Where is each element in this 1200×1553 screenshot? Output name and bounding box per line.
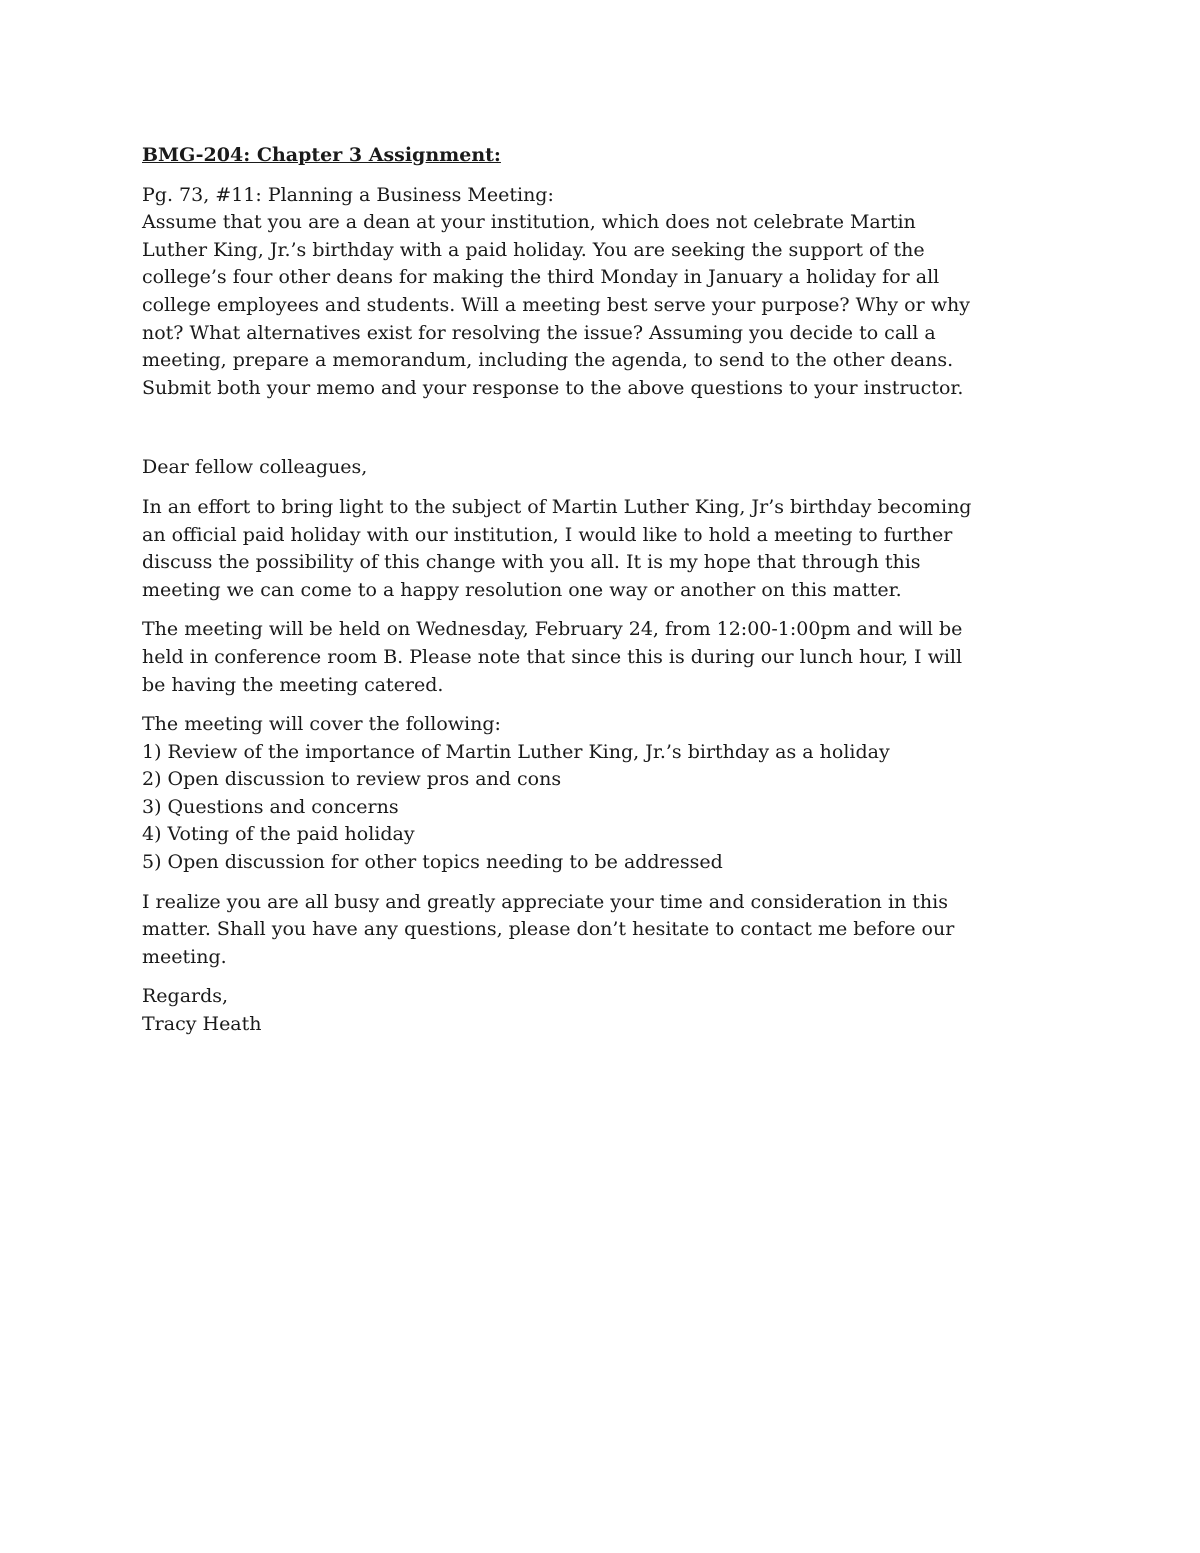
document-body — [142, 142, 1062, 1039]
paragraph-line: In an effort to bring light to the subject of Martin Luther King, Jr’s birthday becoming — [142, 495, 972, 518]
paragraph-line: meeting. — [142, 945, 227, 968]
agenda-item: 3) Questions and concerns — [142, 795, 399, 818]
agenda-intro: The meeting will cover the following: — [142, 713, 501, 736]
paragraph-line: meeting we can come to a happy resolution one way or another on this matter. — [142, 578, 902, 601]
prompt-line: Luther King, Jr.’s birthday with a paid holiday. You are seeking the support of the — [142, 238, 925, 261]
assignment-title: BMG-204: Chapter 3 Assignment: — [142, 144, 501, 166]
letter-closing: Regards, — [142, 985, 229, 1008]
agenda-item: 2) Open discussion to review pros and cons — [142, 768, 562, 791]
paragraph-line: discuss the possibility of this change with you all. It is my hope that through this — [142, 551, 921, 574]
spacer — [142, 971, 1062, 983]
paragraph-line: be having the meeting catered. — [142, 673, 444, 696]
spacer — [142, 877, 1062, 889]
agenda-item: 4) Voting of the paid holiday — [142, 823, 415, 846]
spacer — [142, 482, 1062, 494]
letter-greeting: Dear fellow colleagues, — [142, 456, 368, 479]
paragraph-line: The meeting will be held on Wednesday, February 24, from 12:00-1:00pm and will be — [142, 618, 963, 641]
prompt-line: college’s four other deans for making the third Monday in January a holiday for all — [142, 266, 940, 289]
spacer — [142, 604, 1062, 616]
letter-paragraph-3 — [142, 889, 1062, 972]
prompt-line: not? What alternatives exist for resolving the issue? Assuming you decide to call a — [142, 321, 936, 344]
agenda-item: 1) Review of the importance of Martin Luther King, Jr.’s birthday as a holiday — [142, 740, 890, 763]
assignment-subtitle: Pg. 73, #11: Planning a Business Meeting: — [142, 183, 554, 206]
prompt-line: Submit both your memo and your response to the above questions to your instructor. — [142, 376, 964, 399]
prompt-line: college employees and students. Will a meeting best serve your purpose? Why or why — [142, 293, 970, 316]
spacer — [142, 402, 1062, 454]
agenda-item: 5) Open discussion for other topics needing to be addressed — [142, 851, 723, 874]
paragraph-line: an official paid holiday with our institution, I would like to hold a meeting to further — [142, 523, 953, 546]
paragraph-line: matter. Shall you have any questions, please don’t hesitate to contact me before our — [142, 918, 955, 941]
paragraph-line: held in conference room B. Please note that since this is during our lunch hour, I will — [142, 645, 963, 668]
letter-paragraph-2 — [142, 616, 1062, 699]
assignment-prompt — [142, 209, 1062, 402]
agenda-list — [142, 739, 1062, 877]
prompt-line: meeting, prepare a memorandum, including the agenda, to send to the other deans. — [142, 349, 954, 372]
letter-paragraph-1 — [142, 494, 1062, 604]
spacer — [142, 699, 1062, 711]
letter-signature: Tracy Heath — [142, 1013, 262, 1036]
paragraph-line: I realize you are all busy and greatly appreciate your time and consideration in this — [142, 890, 948, 913]
prompt-line: Assume that you are a dean at your institution, which does not celebrate Martin — [142, 211, 916, 234]
